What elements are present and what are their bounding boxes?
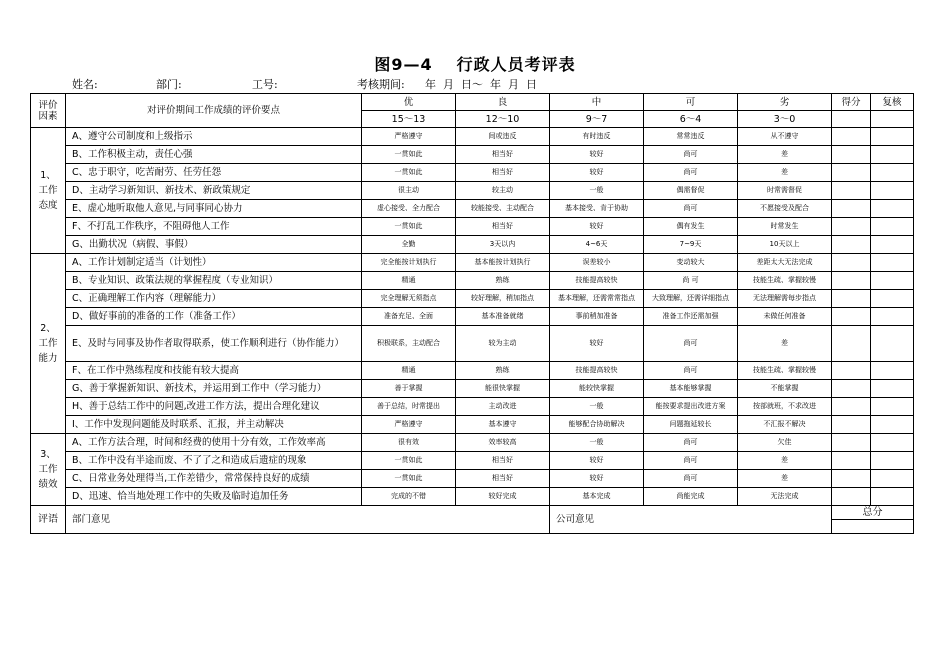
grade-description-cell: 时常需督促 [738,182,832,200]
grade-description-cell: 基本接受、肯于协助 [550,200,644,218]
score-cell[interactable] [832,128,871,146]
table-row [31,236,914,254]
grade-description-cell: 能较快掌握 [550,380,644,398]
table-row [31,326,914,362]
grade-header-average: 中 [550,94,644,111]
criterion-cell: D、做好事前的准备的工作（准备工作） [66,308,362,326]
table-row [31,164,914,182]
grade-description-cell: 时常发生 [738,218,832,236]
grade-description-cell: 尚可 [644,362,738,380]
grade-description-cell: 大致理解，还需详细指点 [644,290,738,308]
grade-description-cell: 一贯如此 [362,218,456,236]
grade-description-cell: 差 [738,452,832,470]
factor-label: 工作 [38,464,58,475]
grade-description-cell: 积极联系，主动配合 [362,326,456,362]
grade-description-cell: 较能接受、主动配合 [456,200,550,218]
grade-description-cell: 熟练 [456,362,550,380]
grade-range: 6～4 [644,111,738,128]
period-dates: 年 月 日～ 年 月 日 [425,78,537,91]
grade-description-cell: 准备充足、全面 [362,308,456,326]
grade-description-cell: 10天以上 [738,236,832,254]
table-row [31,182,914,200]
table-row [31,452,914,470]
grade-description-cell: 尚可 [644,434,738,452]
table-row [31,362,914,380]
criterion-cell: C、忠于职守，吃苦耐劳、任劳任怨 [66,164,362,182]
grade-range: 9～7 [550,111,644,128]
grade-description-cell: 不能掌握 [738,380,832,398]
review-header: 复核 [871,94,914,111]
grade-range: 15～13 [362,111,456,128]
review-cell[interactable] [871,416,914,434]
grade-description-cell: 技能提高较快 [550,362,644,380]
review-cell[interactable] [871,111,914,128]
score-cell[interactable] [832,380,871,398]
score-cell[interactable] [832,218,871,236]
grade-description-cell: 全勤 [362,236,456,254]
review-cell[interactable] [871,380,914,398]
review-cell[interactable] [871,290,914,308]
factor-cell [31,434,66,506]
grade-description-cell: 技能提高较快 [550,272,644,290]
score-cell[interactable] [832,452,871,470]
grade-description-cell: 基本能按计划执行 [456,254,550,272]
grade-description-cell: 尚可 [644,200,738,218]
grade-description-cell: 尚可 [644,146,738,164]
factor-label: 1、 [40,170,56,181]
grade-description-cell: 差 [738,164,832,182]
grade-header-poor: 劣 [738,94,832,111]
grade-description-cell: 能很快掌握 [456,380,550,398]
score-cell[interactable] [832,111,871,128]
score-cell[interactable] [832,470,871,488]
review-cell[interactable] [871,470,914,488]
score-cell[interactable] [832,200,871,218]
company-opinion-label: 公司意见 [556,514,595,525]
grade-description-cell: 较好 [550,146,644,164]
grade-description-cell: 基本理解，还需常常指点 [550,290,644,308]
criterion-cell: I、工作中发现问题能及时联系、汇报，并主动解决 [66,416,362,434]
grade-description-cell: 较好 [550,326,644,362]
grade-description-cell: 相当好 [456,470,550,488]
table-row [31,398,914,416]
factor-label: 工作 [38,338,58,349]
review-cell[interactable] [871,308,914,326]
review-cell[interactable] [871,200,914,218]
table-row [31,272,914,290]
grade-description-cell: 准备工作还需加强 [644,308,738,326]
score-cell[interactable] [832,272,871,290]
score-cell[interactable] [832,254,871,272]
grade-description-cell: 技能生疏、掌握较慢 [738,272,832,290]
id-label: 工号: [252,78,278,91]
grade-description-cell: 善于总结，时常提出 [362,398,456,416]
grade-description-cell: 问题拖延较长 [644,416,738,434]
factor-label: 绩效 [38,479,58,490]
figure-number: 图9—4 [374,55,433,74]
grade-description-cell: 精通 [362,362,456,380]
factor-cell [31,128,66,254]
grade-description-cell: 完全理解无须指点 [362,290,456,308]
review-cell[interactable] [871,254,914,272]
factor-header: 评价 因素 [31,94,66,128]
grade-description-cell: 一般 [550,182,644,200]
grade-description-cell: 无法完成 [738,488,832,506]
table-row [31,146,914,164]
grade-description-cell: 偶需督促 [644,182,738,200]
table-row [31,218,914,236]
criterion-cell: C、正确理解工作内容（理解能力） [66,290,362,308]
score-cell[interactable] [832,416,871,434]
grade-description-cell: 完全能按计划执行 [362,254,456,272]
evaluation-table-body [31,94,914,534]
criterion-cell: B、工作积极主动，责任心强 [66,146,362,164]
grade-description-cell: 差 [738,326,832,362]
grade-description-cell: 一般 [550,398,644,416]
table-row [31,200,914,218]
grade-description-cell: 尚可 [644,326,738,362]
dept-opinion-label: 部门意见 [72,514,111,525]
grade-description-cell: 善于掌握 [362,380,456,398]
criterion-cell: F、在工作中熟练程度和技能有较大提高 [66,362,362,380]
grade-description-cell: 较好 [550,470,644,488]
score-cell[interactable] [832,182,871,200]
period-label: 考核期间: [357,78,405,91]
grade-description-cell: 按部就班，不求改进 [738,398,832,416]
grade-description-cell: 相当好 [456,218,550,236]
form-title: 行政人员考评表 [456,55,576,74]
criterion-cell: H、善于总结工作中的问题,改进工作方法，提出合理化建议 [66,398,362,416]
total-score-field[interactable] [832,520,914,534]
table-row [31,254,914,272]
review-cell[interactable] [871,398,914,416]
total-label: 总分 [832,506,914,520]
footer-row [31,506,914,520]
criterion-cell: A、遵守公司制度和上级指示 [66,128,362,146]
grade-description-cell: 尚可 [644,470,738,488]
factor-label: 态度 [38,200,58,211]
review-cell[interactable] [871,272,914,290]
dept-label: 部门: [156,78,182,91]
review-cell[interactable] [871,452,914,470]
grade-description-cell: 基本能够掌握 [644,380,738,398]
grade-description-cell: 主动改进 [456,398,550,416]
name-label: 姓名: [72,78,98,91]
grade-description-cell: 基本完成 [550,488,644,506]
criterion-cell: E、虚心地听取他人意见,与同事同心协力 [66,200,362,218]
table-row [31,308,914,326]
grade-description-cell: 一般 [550,434,644,452]
grade-description-cell: 很有效 [362,434,456,452]
grade-description-cell: 尚能完成 [644,488,738,506]
grade-description-cell: 差 [738,470,832,488]
table-row [31,416,914,434]
grade-range: 3～0 [738,111,832,128]
grade-description-cell: 效率较高 [456,434,550,452]
grade-description-cell: 误差较小 [550,254,644,272]
table-row [31,470,914,488]
score-cell[interactable] [832,362,871,380]
grade-description-cell: 技能生疏、掌握较慢 [738,362,832,380]
review-cell[interactable] [871,164,914,182]
review-cell[interactable] [871,434,914,452]
factor-label: 工作 [38,185,58,196]
grade-description-cell: 事前稍加准备 [550,308,644,326]
comment-label: 评语 [31,506,66,534]
grade-description-cell: 变动较大 [644,254,738,272]
grade-range: 12～10 [456,111,550,128]
grade-description-cell: 一贯如此 [362,470,456,488]
review-cell[interactable] [871,362,914,380]
review-cell[interactable] [871,218,914,236]
table-row [31,290,914,308]
score-cell[interactable] [832,326,871,362]
criterion-cell: A、工作方法合理，时间和经费的使用十分有效，工作效率高 [66,434,362,452]
grade-description-cell: 基本遵守 [456,416,550,434]
grade-description-cell: 差距太大无法完成 [738,254,832,272]
score-cell[interactable] [832,236,871,254]
grade-description-cell: 相当好 [456,164,550,182]
score-cell[interactable] [832,488,871,506]
grade-description-cell: 尚可 [644,164,738,182]
header-row [31,94,914,111]
grade-description-cell: 3天以内 [456,236,550,254]
criteria-header: 对评价期间工作成绩的评价要点 [66,94,362,128]
criterion-cell: D、主动学习新知识、新技术、新政策规定 [66,182,362,200]
grade-description-cell: 相当好 [456,146,550,164]
grade-description-cell: 无法理解需每步指点 [738,290,832,308]
review-cell[interactable] [871,128,914,146]
grade-description-cell: 精通 [362,272,456,290]
criterion-cell: C、日常业务处理得当,工作差错少，常常保持良好的成绩 [66,470,362,488]
criterion-cell: F、不打乱工作秩序，不阻碍他人工作 [66,218,362,236]
grade-description-cell: 完成的不错 [362,488,456,506]
score-cell[interactable] [832,308,871,326]
table-row [31,488,914,506]
grade-description-cell: 一贯如此 [362,146,456,164]
review-cell[interactable] [871,488,914,506]
table-row [31,434,914,452]
grade-description-cell: 严格遵守 [362,128,456,146]
grade-description-cell: 很主动 [362,182,456,200]
criterion-cell: B、专业知识、政策法规的掌握程度（专业知识） [66,272,362,290]
score-cell[interactable] [832,146,871,164]
criterion-cell: B、工作中没有半途而废、不了了之和造成后遗症的现象 [66,452,362,470]
score-cell[interactable] [832,290,871,308]
grade-description-cell: 较好 [550,452,644,470]
grade-description-cell: 相当好 [456,452,550,470]
grade-header-excellent: 优 [362,94,456,111]
grade-description-cell: 较好理解，稍加指点 [456,290,550,308]
grade-description-cell: 较为主动 [456,326,550,362]
grade-description-cell: 基本准备就绪 [456,308,550,326]
grade-description-cell: 一贯如此 [362,452,456,470]
factor-label: 3、 [40,449,56,460]
criterion-cell: E、及时与同事及协作者取得联系，使工作顺利进行（协作能力） [66,326,362,362]
grade-description-cell: 不愿接受及配合 [738,200,832,218]
grade-header-fair: 可 [644,94,738,111]
score-header: 得分 [832,94,871,111]
grade-description-cell: 较好完成 [456,488,550,506]
table-row [31,128,914,146]
grade-description-cell: 4~6天 [550,236,644,254]
grade-description-cell: 较主动 [456,182,550,200]
grade-description-cell: 较好 [550,218,644,236]
dept-opinion-field[interactable] [66,506,550,534]
grade-description-cell: 间或违反 [456,128,550,146]
grade-description-cell: 不汇报不解决 [738,416,832,434]
grade-description-cell: 偶有发生 [644,218,738,236]
factor-cell [31,254,66,434]
grade-description-cell: 7~9天 [644,236,738,254]
criterion-cell: G、善于掌握新知识、新技术，并运用到工作中（学习能力） [66,380,362,398]
table-row [31,380,914,398]
grade-description-cell: 能够配合协助解决 [550,416,644,434]
evaluation-table [30,93,914,534]
review-cell[interactable] [871,182,914,200]
review-cell[interactable] [871,146,914,164]
grade-description-cell: 一贯如此 [362,164,456,182]
factor-label: 能力 [38,353,58,364]
factor-label: 2、 [40,323,56,334]
company-opinion-field[interactable] [550,506,832,534]
criterion-cell: D、迅速、恰当地处理工作中的失败及临时追加任务 [66,488,362,506]
grade-description-cell: 常常违反 [644,128,738,146]
grade-description-cell: 虚心接受、全力配合 [362,200,456,218]
score-cell[interactable] [832,398,871,416]
review-cell[interactable] [871,326,914,362]
grade-description-cell: 尚可 [644,452,738,470]
criterion-cell: A、工作计划制定适当（计划性） [66,254,362,272]
grade-description-cell: 熟练 [456,272,550,290]
grade-description-cell: 能按要求提出改进方案 [644,398,738,416]
grade-description-cell: 欠佳 [738,434,832,452]
review-cell[interactable] [871,236,914,254]
grade-description-cell: 从不遵守 [738,128,832,146]
grade-description-cell: 未做任何准备 [738,308,832,326]
grade-description-cell: 尚 可 [644,272,738,290]
grade-header-good: 良 [456,94,550,111]
grade-description-cell: 严格遵守 [362,416,456,434]
score-cell[interactable] [832,434,871,452]
score-cell[interactable] [832,164,871,182]
grade-description-cell: 差 [738,146,832,164]
page-title [0,52,950,75]
grade-description-cell: 较好 [550,164,644,182]
grade-description-cell: 有时违反 [550,128,644,146]
criterion-cell: G、出勤状况（病假、事假） [66,236,362,254]
